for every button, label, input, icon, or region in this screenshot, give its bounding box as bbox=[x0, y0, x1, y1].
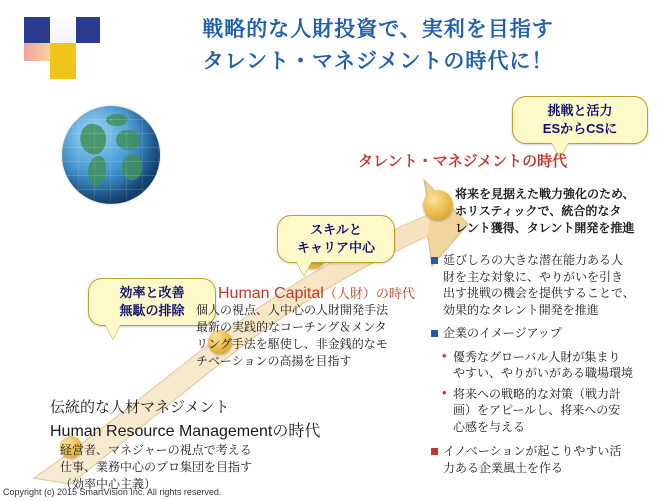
stage-body-talent-line-2: ホリスティックで、統合的なタ bbox=[455, 204, 622, 218]
callout-tail-icon bbox=[296, 261, 312, 276]
callout-efficiency-line-1: 効率と改善 bbox=[119, 285, 185, 300]
list-item bbox=[430, 252, 666, 318]
stage-heading-hrm: Human Resource Managementの時代 bbox=[50, 423, 321, 440]
list-item-line: イノベーションが起こりやすい活 bbox=[443, 444, 622, 458]
list-item-sub bbox=[440, 386, 666, 436]
callout-skill-line-2: キャリア中心 bbox=[296, 240, 375, 255]
callout-challenge bbox=[512, 96, 648, 144]
list-item-line: やすい、やりがいがある職場環境 bbox=[453, 366, 634, 380]
callout-tail-icon bbox=[105, 324, 121, 339]
list-item-line: 財を主な対象に、やりがいを引き bbox=[443, 269, 624, 284]
milestone-dot-4 bbox=[423, 190, 453, 220]
stage-body-traditional bbox=[60, 442, 390, 493]
stage-body-trad-line-1: 経営者、マネジャーの視点で考える bbox=[60, 443, 252, 457]
list-item-sub bbox=[440, 349, 666, 382]
list-item-line: 延びしろの大きな潜在能力ある人 bbox=[443, 253, 624, 267]
stage-body-talent-line-1: 将来を見据えた戦力強化のため、 bbox=[455, 187, 635, 201]
list-item-line: 効果的なタレント開発を推進 bbox=[443, 302, 599, 317]
stage-heading-talent: タレント・マネジメントの時代 bbox=[358, 153, 568, 170]
logo-mark bbox=[24, 17, 100, 79]
callout-challenge-line-1: 挑戦と活力 bbox=[547, 103, 613, 118]
stage-body-trad-line-2: 仕事、業務中心のプロ集団を目指す bbox=[60, 460, 253, 474]
list-item-line: • 将来への戦略的な対策（戦力計 bbox=[453, 386, 622, 401]
list-item bbox=[430, 443, 666, 476]
list-item-line: 心感を与える bbox=[453, 419, 526, 434]
title-line-1: 戦略的な人財投資で、実利を目指す bbox=[202, 18, 554, 41]
list-item-line: • 優秀なグローバル人財が集まり bbox=[453, 349, 621, 364]
stage-heading-traditional: 伝統的な人材マネジメント bbox=[50, 399, 230, 416]
stage-body-hc-line-1: 個人の視点、人中心の人財開発手法 bbox=[196, 303, 389, 317]
callout-skill bbox=[277, 215, 395, 263]
title-line-2: タレント・マネジメントの時代に！ bbox=[202, 50, 554, 73]
list-item-line: 画）をアピールし、将来への安 bbox=[453, 403, 621, 417]
stage-body-talent bbox=[455, 186, 667, 237]
stage-heading-human-capital-en: Human Capital bbox=[218, 285, 324, 302]
stage-heading-human-capital bbox=[218, 283, 415, 303]
page-title bbox=[118, 14, 638, 78]
callout-challenge-line-2: ESからCSに bbox=[542, 121, 618, 136]
copyright-text: Copyright (c) 2015 SmartVision Inc. All rights reserved. bbox=[3, 487, 222, 497]
callout-efficiency-line-2: 無駄の排除 bbox=[119, 303, 185, 318]
stage-body-hc-line-4: チベーションの高揚を目指す bbox=[196, 354, 352, 368]
stage-body-human-capital bbox=[196, 302, 402, 370]
list-item-line: 力ある企業風土を作る bbox=[443, 460, 564, 475]
stage-body-hc-line-3: リング手法を駆使し、非金銭的なモ bbox=[196, 337, 388, 351]
benefits-list bbox=[430, 252, 666, 483]
callout-skill-line-1: スキルと bbox=[310, 222, 362, 237]
stage-heading-human-capital-jp: （人財）の時代 bbox=[323, 286, 415, 301]
stage-body-trad-line-3: （効率中心主義） bbox=[60, 477, 157, 491]
list-item-line: 出す挑戦の機会を提供することで、 bbox=[443, 286, 635, 300]
list-item-line: 企業のイメージアップ bbox=[443, 326, 562, 340]
list-item bbox=[430, 325, 666, 342]
stage-body-talent-line-3: レント獲得、タレント開発を推進 bbox=[455, 221, 635, 235]
stage-body-hc-line-2: 最新の実践的なコーチング＆メンタ bbox=[196, 320, 387, 334]
